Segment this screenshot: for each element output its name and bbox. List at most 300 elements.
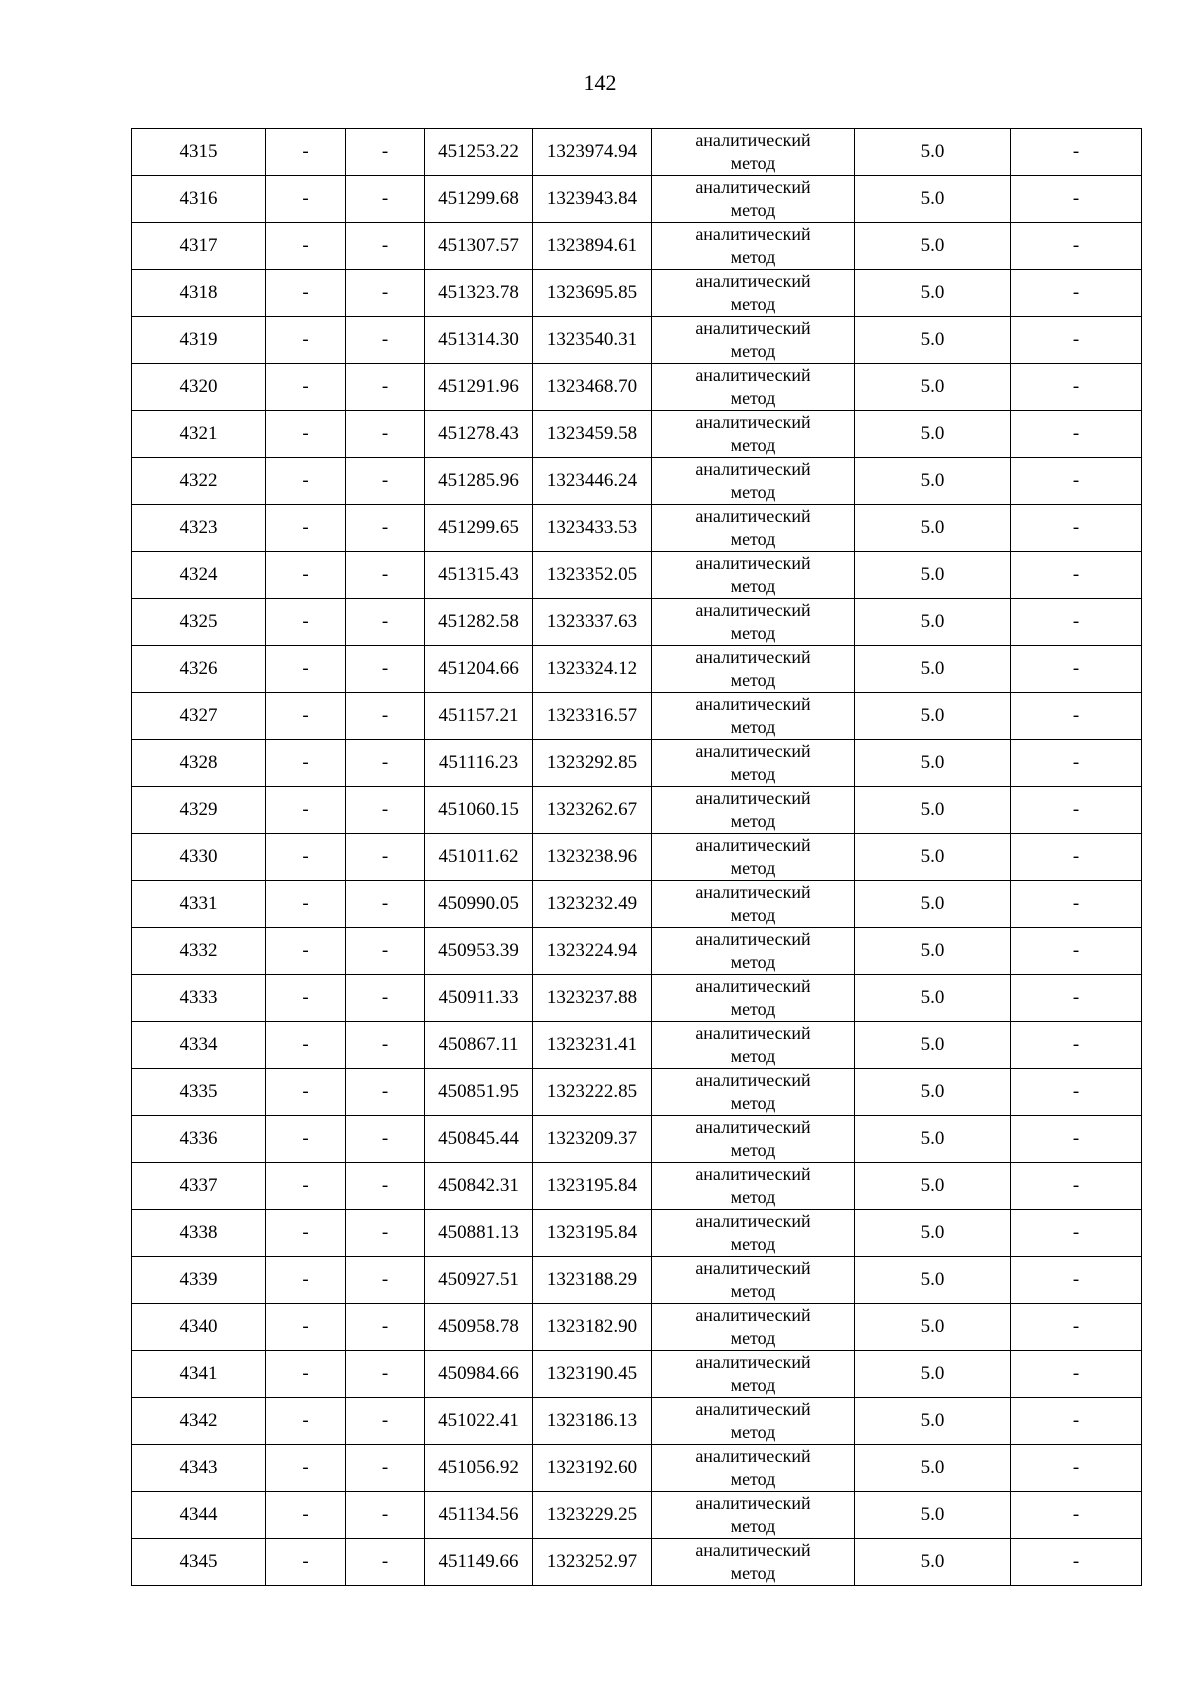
table-row (132, 787, 1142, 834)
x-coordinate-cell: 451314.30 (425, 317, 533, 364)
column-3-cell: - (346, 411, 425, 458)
coordinates-table (131, 128, 1142, 1586)
table-row (132, 364, 1142, 411)
y-coordinate-cell: 1323894.61 (533, 223, 652, 270)
table-row (132, 1445, 1142, 1492)
method-line-2: метод (730, 153, 776, 173)
x-coordinate-cell: 451011.62 (425, 834, 533, 881)
note-cell: - (1011, 646, 1142, 693)
accuracy-cell: 5.0 (855, 1069, 1011, 1116)
y-coordinate-cell: 1323188.29 (533, 1257, 652, 1304)
method-cell (652, 975, 855, 1022)
point-number-cell: 4331 (132, 881, 266, 928)
note-cell: - (1011, 552, 1142, 599)
method-line-2: метод (730, 999, 776, 1019)
note-cell: - (1011, 1445, 1142, 1492)
point-number-cell: 4322 (132, 458, 266, 505)
point-number-cell: 4324 (132, 552, 266, 599)
column-2-cell: - (266, 1398, 346, 1445)
table-row (132, 270, 1142, 317)
accuracy-cell: 5.0 (855, 599, 1011, 646)
y-coordinate-cell: 1323433.53 (533, 505, 652, 552)
note-cell: - (1011, 364, 1142, 411)
y-coordinate-cell: 1323195.84 (533, 1210, 652, 1257)
point-number-cell: 4345 (132, 1539, 266, 1586)
method-cell (652, 411, 855, 458)
table-row (132, 458, 1142, 505)
x-coordinate-cell: 451323.78 (425, 270, 533, 317)
method-line-2: метод (730, 1422, 776, 1442)
method-line-1: аналитический (695, 882, 811, 902)
note-cell: - (1011, 458, 1142, 505)
accuracy-cell: 5.0 (855, 975, 1011, 1022)
point-number-cell: 4328 (132, 740, 266, 787)
method-cell (652, 1351, 855, 1398)
point-number-cell: 4338 (132, 1210, 266, 1257)
method-line-2: метод (730, 435, 776, 455)
accuracy-cell: 5.0 (855, 881, 1011, 928)
x-coordinate-cell: 450990.05 (425, 881, 533, 928)
table-row (132, 1022, 1142, 1069)
method-line-1: аналитический (695, 506, 811, 526)
method-line-2: метод (730, 670, 776, 690)
note-cell: - (1011, 270, 1142, 317)
method-cell (652, 1539, 855, 1586)
note-cell: - (1011, 928, 1142, 975)
x-coordinate-cell: 450867.11 (425, 1022, 533, 1069)
column-3-cell: - (346, 505, 425, 552)
point-number-cell: 4326 (132, 646, 266, 693)
method-line-2: метод (730, 294, 776, 314)
x-coordinate-cell: 450953.39 (425, 928, 533, 975)
method-line-1: аналитический (695, 788, 811, 808)
table-row (132, 881, 1142, 928)
y-coordinate-cell: 1323459.58 (533, 411, 652, 458)
method-line-2: метод (730, 1046, 776, 1066)
method-line-2: метод (730, 341, 776, 361)
accuracy-cell: 5.0 (855, 740, 1011, 787)
method-line-1: аналитический (695, 1211, 811, 1231)
method-cell (652, 1492, 855, 1539)
y-coordinate-cell: 1323224.94 (533, 928, 652, 975)
column-3-cell: - (346, 740, 425, 787)
y-coordinate-cell: 1323238.96 (533, 834, 652, 881)
column-3-cell: - (346, 176, 425, 223)
y-coordinate-cell: 1323695.85 (533, 270, 652, 317)
column-3-cell: - (346, 317, 425, 364)
point-number-cell: 4334 (132, 1022, 266, 1069)
column-3-cell: - (346, 1445, 425, 1492)
table-row (132, 1069, 1142, 1116)
y-coordinate-cell: 1323337.63 (533, 599, 652, 646)
accuracy-cell: 5.0 (855, 505, 1011, 552)
column-3-cell: - (346, 1210, 425, 1257)
table-row (132, 1163, 1142, 1210)
x-coordinate-cell: 451149.66 (425, 1539, 533, 1586)
table-row (132, 599, 1142, 646)
y-coordinate-cell: 1323540.31 (533, 317, 652, 364)
y-coordinate-cell: 1323468.70 (533, 364, 652, 411)
note-cell: - (1011, 1257, 1142, 1304)
point-number-cell: 4323 (132, 505, 266, 552)
x-coordinate-cell: 451278.43 (425, 411, 533, 458)
note-cell: - (1011, 505, 1142, 552)
table-row (132, 646, 1142, 693)
table-row (132, 1492, 1142, 1539)
method-line-1: аналитический (695, 224, 811, 244)
method-cell (652, 787, 855, 834)
method-line-2: метод (730, 576, 776, 596)
method-line-2: метод (730, 200, 776, 220)
method-line-2: метод (730, 811, 776, 831)
point-number-cell: 4336 (132, 1116, 266, 1163)
method-line-2: метод (730, 247, 776, 267)
note-cell: - (1011, 599, 1142, 646)
note-cell: - (1011, 1492, 1142, 1539)
y-coordinate-cell: 1323182.90 (533, 1304, 652, 1351)
method-line-1: аналитический (695, 694, 811, 714)
accuracy-cell: 5.0 (855, 1492, 1011, 1539)
column-2-cell: - (266, 646, 346, 693)
method-cell (652, 834, 855, 881)
point-number-cell: 4340 (132, 1304, 266, 1351)
method-cell (652, 505, 855, 552)
point-number-cell: 4342 (132, 1398, 266, 1445)
y-coordinate-cell: 1323237.88 (533, 975, 652, 1022)
column-3-cell: - (346, 928, 425, 975)
accuracy-cell: 5.0 (855, 1351, 1011, 1398)
x-coordinate-cell: 451315.43 (425, 552, 533, 599)
note-cell: - (1011, 1539, 1142, 1586)
method-line-2: метод (730, 717, 776, 737)
column-2-cell: - (266, 693, 346, 740)
y-coordinate-cell: 1323292.85 (533, 740, 652, 787)
column-2-cell: - (266, 552, 346, 599)
method-line-1: аналитический (695, 271, 811, 291)
method-line-1: аналитический (695, 177, 811, 197)
table-row (132, 317, 1142, 364)
method-cell (652, 1398, 855, 1445)
method-cell (652, 1163, 855, 1210)
y-coordinate-cell: 1323190.45 (533, 1351, 652, 1398)
point-number-cell: 4316 (132, 176, 266, 223)
y-coordinate-cell: 1323231.41 (533, 1022, 652, 1069)
note-cell: - (1011, 787, 1142, 834)
table-row (132, 552, 1142, 599)
table-row (132, 176, 1142, 223)
note-cell: - (1011, 1163, 1142, 1210)
accuracy-cell: 5.0 (855, 646, 1011, 693)
table-row (132, 1257, 1142, 1304)
x-coordinate-cell: 451299.65 (425, 505, 533, 552)
accuracy-cell: 5.0 (855, 928, 1011, 975)
method-cell (652, 1116, 855, 1163)
method-line-1: аналитический (695, 1070, 811, 1090)
method-cell (652, 881, 855, 928)
method-line-2: метод (730, 388, 776, 408)
method-cell (652, 458, 855, 505)
method-line-2: метод (730, 952, 776, 972)
point-number-cell: 4344 (132, 1492, 266, 1539)
method-line-1: аналитический (695, 1352, 811, 1372)
method-cell (652, 552, 855, 599)
column-2-cell: - (266, 505, 346, 552)
method-cell (652, 1304, 855, 1351)
column-2-cell: - (266, 1492, 346, 1539)
method-cell (652, 129, 855, 176)
y-coordinate-cell: 1323209.37 (533, 1116, 652, 1163)
column-2-cell: - (266, 458, 346, 505)
column-3-cell: - (346, 834, 425, 881)
accuracy-cell: 5.0 (855, 1022, 1011, 1069)
x-coordinate-cell: 451022.41 (425, 1398, 533, 1445)
table-row (132, 693, 1142, 740)
method-cell (652, 1210, 855, 1257)
point-number-cell: 4325 (132, 599, 266, 646)
table-row (132, 1210, 1142, 1257)
method-line-1: аналитический (695, 741, 811, 761)
page-number: 142 (583, 70, 617, 95)
point-number-cell: 4315 (132, 129, 266, 176)
x-coordinate-cell: 450911.33 (425, 975, 533, 1022)
method-cell (652, 599, 855, 646)
method-line-2: метод (730, 529, 776, 549)
method-cell (652, 1069, 855, 1116)
note-cell: - (1011, 881, 1142, 928)
column-2-cell: - (266, 1116, 346, 1163)
y-coordinate-cell: 1323262.67 (533, 787, 652, 834)
column-3-cell: - (346, 270, 425, 317)
accuracy-cell: 5.0 (855, 1163, 1011, 1210)
x-coordinate-cell: 450927.51 (425, 1257, 533, 1304)
accuracy-cell: 5.0 (855, 1539, 1011, 1586)
table-row (132, 1116, 1142, 1163)
note-cell: - (1011, 834, 1142, 881)
method-line-2: метод (730, 1563, 776, 1583)
point-number-cell: 4343 (132, 1445, 266, 1492)
y-coordinate-cell: 1323229.25 (533, 1492, 652, 1539)
x-coordinate-cell: 451134.56 (425, 1492, 533, 1539)
method-line-1: аналитический (695, 1258, 811, 1278)
column-2-cell: - (266, 364, 346, 411)
table-row (132, 1304, 1142, 1351)
column-2-cell: - (266, 1210, 346, 1257)
y-coordinate-cell: 1323252.97 (533, 1539, 652, 1586)
method-line-2: метод (730, 1187, 776, 1207)
column-2-cell: - (266, 834, 346, 881)
table-body (132, 129, 1142, 1586)
method-line-1: аналитический (695, 1117, 811, 1137)
column-3-cell: - (346, 458, 425, 505)
method-line-2: метод (730, 1469, 776, 1489)
table-row (132, 740, 1142, 787)
column-3-cell: - (346, 881, 425, 928)
accuracy-cell: 5.0 (855, 176, 1011, 223)
column-3-cell: - (346, 223, 425, 270)
column-3-cell: - (346, 975, 425, 1022)
table-row (132, 223, 1142, 270)
method-line-2: метод (730, 1281, 776, 1301)
accuracy-cell: 5.0 (855, 270, 1011, 317)
accuracy-cell: 5.0 (855, 693, 1011, 740)
note-cell: - (1011, 1116, 1142, 1163)
method-line-1: аналитический (695, 1446, 811, 1466)
column-2-cell: - (266, 317, 346, 364)
x-coordinate-cell: 450845.44 (425, 1116, 533, 1163)
note-cell: - (1011, 740, 1142, 787)
x-coordinate-cell: 451204.66 (425, 646, 533, 693)
column-3-cell: - (346, 1116, 425, 1163)
method-line-2: метод (730, 858, 776, 878)
y-coordinate-cell: 1323352.05 (533, 552, 652, 599)
x-coordinate-cell: 451056.92 (425, 1445, 533, 1492)
note-cell: - (1011, 1398, 1142, 1445)
method-cell (652, 364, 855, 411)
method-line-1: аналитический (695, 365, 811, 385)
x-coordinate-cell: 451285.96 (425, 458, 533, 505)
x-coordinate-cell: 451253.22 (425, 129, 533, 176)
method-line-1: аналитический (695, 1164, 811, 1184)
y-coordinate-cell: 1323195.84 (533, 1163, 652, 1210)
column-2-cell: - (266, 740, 346, 787)
column-2-cell: - (266, 1539, 346, 1586)
method-cell (652, 928, 855, 975)
y-coordinate-cell: 1323186.13 (533, 1398, 652, 1445)
method-line-2: метод (730, 1328, 776, 1348)
table-row (132, 129, 1142, 176)
column-3-cell: - (346, 1022, 425, 1069)
method-line-1: аналитический (695, 412, 811, 432)
method-line-1: аналитический (695, 130, 811, 150)
table-row (132, 1351, 1142, 1398)
column-2-cell: - (266, 176, 346, 223)
accuracy-cell: 5.0 (855, 834, 1011, 881)
column-2-cell: - (266, 129, 346, 176)
method-line-1: аналитический (695, 647, 811, 667)
y-coordinate-cell: 1323222.85 (533, 1069, 652, 1116)
point-number-cell: 4320 (132, 364, 266, 411)
x-coordinate-cell: 451291.96 (425, 364, 533, 411)
accuracy-cell: 5.0 (855, 1304, 1011, 1351)
method-cell (652, 176, 855, 223)
method-cell (652, 693, 855, 740)
column-3-cell: - (346, 787, 425, 834)
point-number-cell: 4317 (132, 223, 266, 270)
y-coordinate-cell: 1323232.49 (533, 881, 652, 928)
method-line-2: метод (730, 623, 776, 643)
x-coordinate-cell: 451157.21 (425, 693, 533, 740)
accuracy-cell: 5.0 (855, 129, 1011, 176)
table-row (132, 411, 1142, 458)
column-2-cell: - (266, 599, 346, 646)
note-cell: - (1011, 975, 1142, 1022)
point-number-cell: 4341 (132, 1351, 266, 1398)
method-line-1: аналитический (695, 1493, 811, 1513)
accuracy-cell: 5.0 (855, 1257, 1011, 1304)
note-cell: - (1011, 1210, 1142, 1257)
method-line-2: метод (730, 1375, 776, 1395)
column-2-cell: - (266, 1445, 346, 1492)
column-2-cell: - (266, 787, 346, 834)
method-line-1: аналитический (695, 1305, 811, 1325)
method-line-1: аналитический (695, 1540, 811, 1560)
accuracy-cell: 5.0 (855, 1210, 1011, 1257)
method-line-2: метод (730, 1516, 776, 1536)
column-2-cell: - (266, 411, 346, 458)
method-cell (652, 1257, 855, 1304)
x-coordinate-cell: 451307.57 (425, 223, 533, 270)
accuracy-cell: 5.0 (855, 458, 1011, 505)
table-row (132, 928, 1142, 975)
method-line-1: аналитический (695, 1399, 811, 1419)
column-3-cell: - (346, 129, 425, 176)
table-row (132, 1539, 1142, 1586)
method-line-2: метод (730, 1093, 776, 1113)
accuracy-cell: 5.0 (855, 787, 1011, 834)
method-line-1: аналитический (695, 553, 811, 573)
note-cell: - (1011, 176, 1142, 223)
column-2-cell: - (266, 881, 346, 928)
accuracy-cell: 5.0 (855, 1116, 1011, 1163)
point-number-cell: 4329 (132, 787, 266, 834)
method-line-2: метод (730, 764, 776, 784)
y-coordinate-cell: 1323446.24 (533, 458, 652, 505)
method-line-1: аналитический (695, 459, 811, 479)
method-line-1: аналитический (695, 835, 811, 855)
note-cell: - (1011, 223, 1142, 270)
method-cell (652, 270, 855, 317)
note-cell: - (1011, 1069, 1142, 1116)
method-line-2: метод (730, 482, 776, 502)
note-cell: - (1011, 129, 1142, 176)
column-2-cell: - (266, 975, 346, 1022)
x-coordinate-cell: 450851.95 (425, 1069, 533, 1116)
accuracy-cell: 5.0 (855, 1445, 1011, 1492)
method-line-1: аналитический (695, 976, 811, 996)
accuracy-cell: 5.0 (855, 411, 1011, 458)
column-2-cell: - (266, 1257, 346, 1304)
x-coordinate-cell: 451116.23 (425, 740, 533, 787)
accuracy-cell: 5.0 (855, 317, 1011, 364)
method-cell (652, 646, 855, 693)
method-cell (652, 223, 855, 270)
column-2-cell: - (266, 1022, 346, 1069)
x-coordinate-cell: 450984.66 (425, 1351, 533, 1398)
column-3-cell: - (346, 1163, 425, 1210)
y-coordinate-cell: 1323192.60 (533, 1445, 652, 1492)
method-cell (652, 740, 855, 787)
table-row (132, 834, 1142, 881)
table-row (132, 505, 1142, 552)
accuracy-cell: 5.0 (855, 364, 1011, 411)
x-coordinate-cell: 450842.31 (425, 1163, 533, 1210)
x-coordinate-cell: 450881.13 (425, 1210, 533, 1257)
point-number-cell: 4327 (132, 693, 266, 740)
note-cell: - (1011, 693, 1142, 740)
column-3-cell: - (346, 1351, 425, 1398)
method-line-1: аналитический (695, 1023, 811, 1043)
y-coordinate-cell: 1323324.12 (533, 646, 652, 693)
point-number-cell: 4321 (132, 411, 266, 458)
x-coordinate-cell: 451282.58 (425, 599, 533, 646)
column-3-cell: - (346, 693, 425, 740)
accuracy-cell: 5.0 (855, 223, 1011, 270)
column-3-cell: - (346, 1539, 425, 1586)
x-coordinate-cell: 451299.68 (425, 176, 533, 223)
note-cell: - (1011, 317, 1142, 364)
note-cell: - (1011, 1022, 1142, 1069)
method-cell (652, 317, 855, 364)
